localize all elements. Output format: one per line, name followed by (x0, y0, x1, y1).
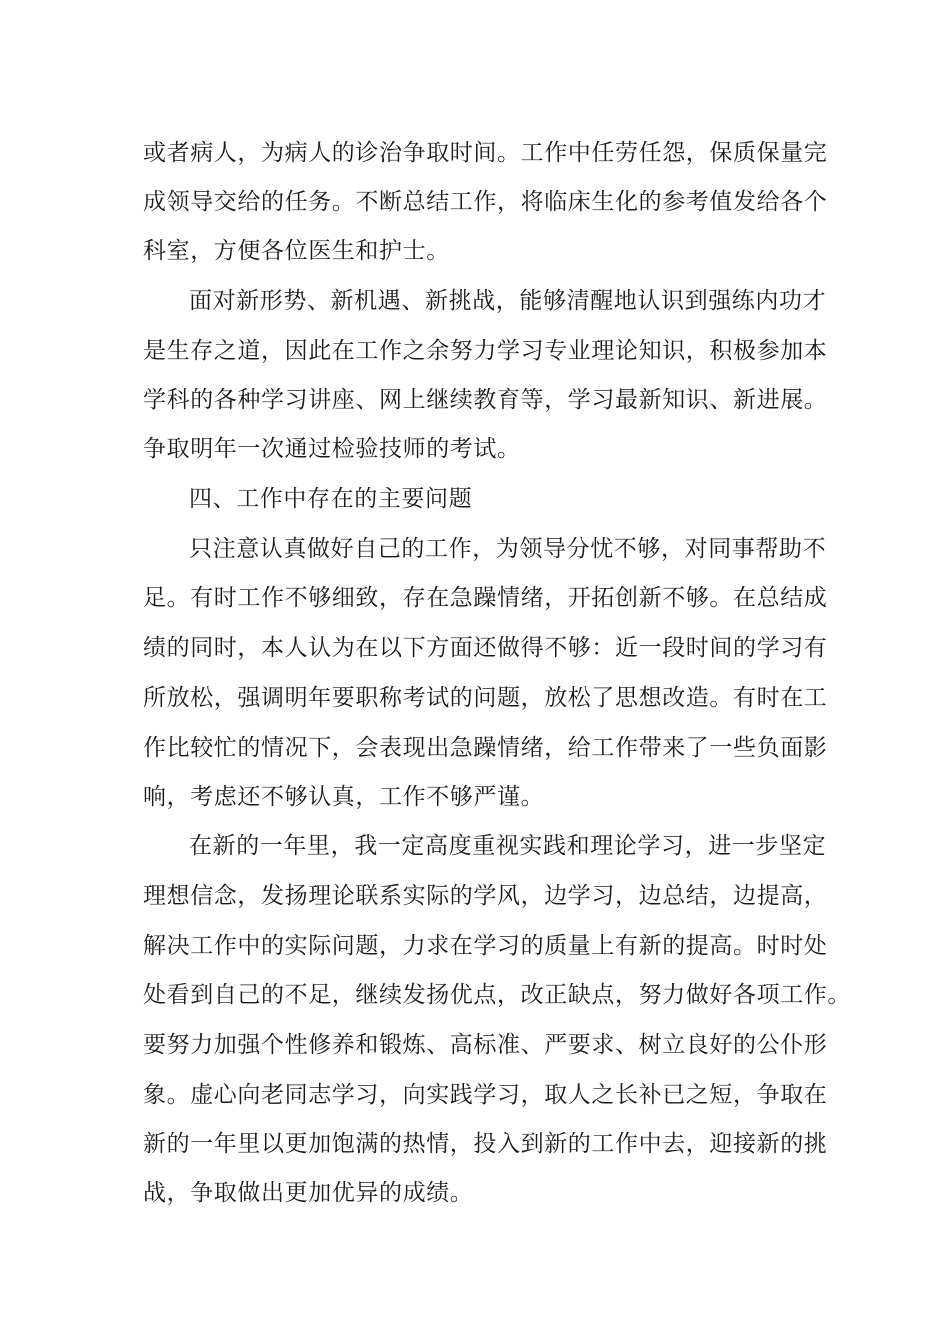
text-line: 响，考虑还不够认真，工作不够严谨。 (143, 784, 545, 810)
text-line: 学科的各种学习讲座、网上继续教育等，学习最新知识、新进展。 (143, 387, 828, 413)
text-line: 要努力加强个性修养和锻炼、高标准、严要求、树立良好的公仆形 (143, 1032, 828, 1058)
text-line: 象。虚心向老同志学习，向实践学习，取人之长补已之短，争取在 (143, 1082, 828, 1108)
text-line: 新的一年里以更加饱满的热情，投入到新的工作中去，迎接新的挑 (143, 1131, 828, 1157)
text-line: 绩的同时，本人认为在以下方面还做得不够：近一段时间的学习有 (143, 635, 828, 661)
section-heading: 四、工作中存在的主要问题 (189, 486, 473, 512)
text-line: 理想信念，发扬理论联系实际的学风，边学习，边总结，边提高， (143, 883, 828, 909)
text-line: 只注意认真做好自己的工作，为领导分忧不够，对同事帮助不 (189, 536, 827, 562)
text-line: 在新的一年里，我一定高度重视实践和理论学习，进一步坚定 (189, 833, 827, 859)
text-line: 所放松，强调明年要职称考试的问题，放松了思想改造。有时在工 (143, 685, 828, 711)
text-line: 面对新形势、新机遇、新挑战，能够清醒地认识到强练内功才 (189, 288, 827, 314)
text-line: 科室，方便各位医生和护士。 (143, 238, 450, 264)
text-line: 作比较忙的情况下，会表现出急躁情绪，给工作带来了一些负面影 (143, 735, 828, 761)
text-line: 解决工作中的实际问题，力求在学习的质量上有新的提高。时时处 (143, 933, 828, 959)
text-line: 足。有时工作不够细致，存在急躁情绪，开拓创新不够。在总结成 (143, 585, 828, 611)
text-line: 或者病人，为病人的诊治争取时间。工作中任劳任怨，保质保量完 (143, 140, 828, 166)
text-line: 是生存之道，因此在工作之余努力学习专业理论知识，积极参加本 (143, 338, 828, 364)
text-line: 处看到自己的不足，继续发扬优点，改正缺点，努力做好各项工作。 (143, 982, 851, 1008)
text-line: 成领导交给的任务。不断总结工作，将临床生化的参考值发给各个 (143, 189, 828, 215)
text-line: 战，争取做出更加优异的成绩。 (143, 1180, 474, 1206)
text-line: 争取明年一次通过检验技师的考试。 (143, 436, 521, 462)
